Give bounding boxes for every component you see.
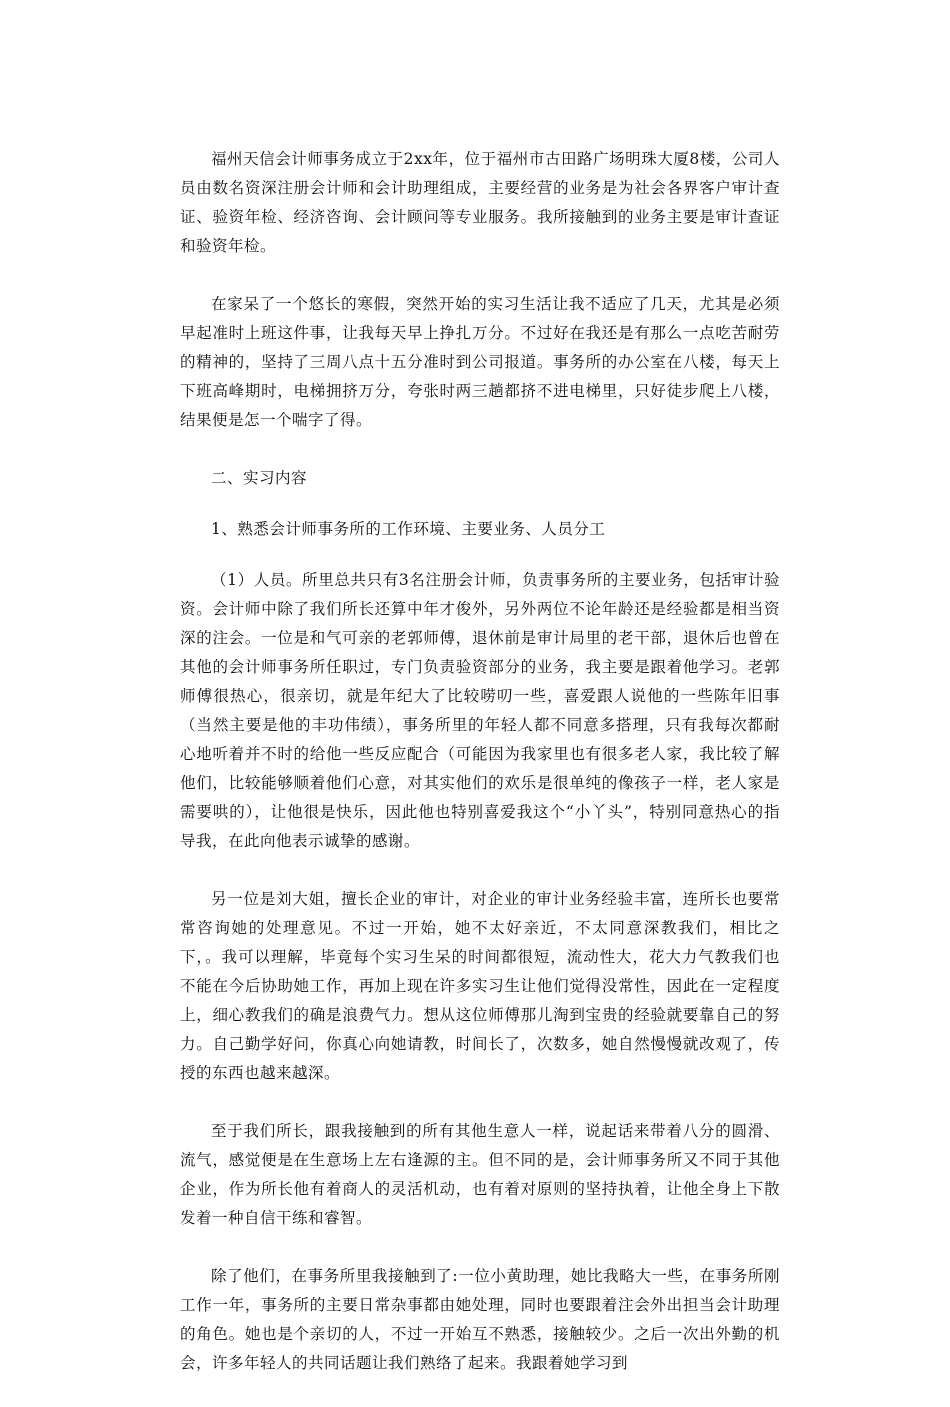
paragraph-internship-start: 在家呆了一个悠长的寒假，突然开始的实习生活让我不适应了几天，尤其是必须早起准时上班这件事，让我每天早上挣扎万分。不过好在我还是有那么一点吃苦耐劳的精神的，坚持了三周八点十五分准时到公司报道。事务所的办公室在八楼，每天上下班高峰期时，电梯拥挤万分，夸张时两三趟都挤不进电梯里，只好徒步爬上八楼，结果便是怎一个喘字了得。 — [180, 295, 780, 429]
document-body — [180, 145, 780, 1407]
subsection-heading-work-environment: 1、熟悉会计师事务所的工作环境、主要业务、人员分工 — [211, 520, 606, 538]
paragraph-staff-guo: （1）人员。所里总共只有3名注册会计师，负责事务所的主要业务，包括审计验资。会计师中除了我们所长还算中年才俊外，另外两位不论年龄还是经验都是相当资深的注会。一位是和气可亲的老郭师傅，退休前是审计局里的老干部，退休后也曾在其他的会计师事务所任职过，专门负责验资部分的业务，我主要是跟着他学习。老郭师傅很热心，很亲切，就是年纪大了比较唠叨一些，喜爱跟人说他的一些陈年旧事（当然主要是他的丰功伟绩），事务所里的年轻人都不同意多搭理，只有我每次都耐心地听着并不时的给他一些反应配合（可能因为我家里也有很多老人家，我比较了解他们，比较能够顺着他们心意，对其实他们的欢乐是很单纯的像孩子一样，老人家是需要哄的），让他很是快乐，因此他也特别喜爱我这个“小丫头”，特别同意热心的指导我，在此向他表示诚挚的感谢。 — [180, 571, 780, 850]
paragraph-assistant-huang: 除了他们，在事务所里我接触到了:一位小黄助理，她比我略大一些，在事务所刚工作一年，事务所的主要日常杂事都由她处理，同时也要跟着注会外出担当会计助理的角色。她也是个亲切的人，不过一开始互不熟悉，接触较少。之后一次出外勤的机会，许多年轻人的共同话题让我们熟络了起来。我跟着她学习到 — [180, 1267, 780, 1372]
paragraph-staff-liu: 另一位是刘大姐，擅长企业的审计，对企业的审计业务经验丰富，连所长也要常常咨询她的处理意见。不过一开始，她不太好亲近，不太同意深教我们，相比之下，。我可以理解，毕竟每个实习生呆的时间都很短，流动性大，花大力气教我们也不能在今后协助她工作，再加上现在许多实习生让他们觉得没常性，因此在一定程度上，细心教我们的确是浪费气力。想从这位师傅那儿淘到宝贵的经验就要靠自己的努力。自己勤学好问，你真心向她请教，时间长了，次数多，她自然慢慢就改观了，传授的东西也越来越深。 — [180, 890, 780, 1082]
paragraph-company-intro: 福州天信会计师事务成立于2xx年，位于福州市古田路广场明珠大厦8楼，公司人员由数名资深注册会计师和会计助理组成，主要经营的业务是为社会各界客户审计查证、验资年检、经济咨询、会计顾问等专业服务。我所接触到的业务主要是审计查证和验资年检。 — [180, 150, 780, 255]
section-heading-internship-content: 二、实习内容 — [211, 469, 308, 487]
paragraph-director: 至于我们所长，跟我接触到的所有其他生意人一样，说起话来带着八分的圆滑、流气，感觉便是在生意场上左右逢源的主。但不同的是，会计师事务所又不同于其他企业，作为所长他有着商人的灵活机动，也有着对原则的坚持执着，让他全身上下散发着一种自信干练和睿智。 — [180, 1122, 780, 1227]
